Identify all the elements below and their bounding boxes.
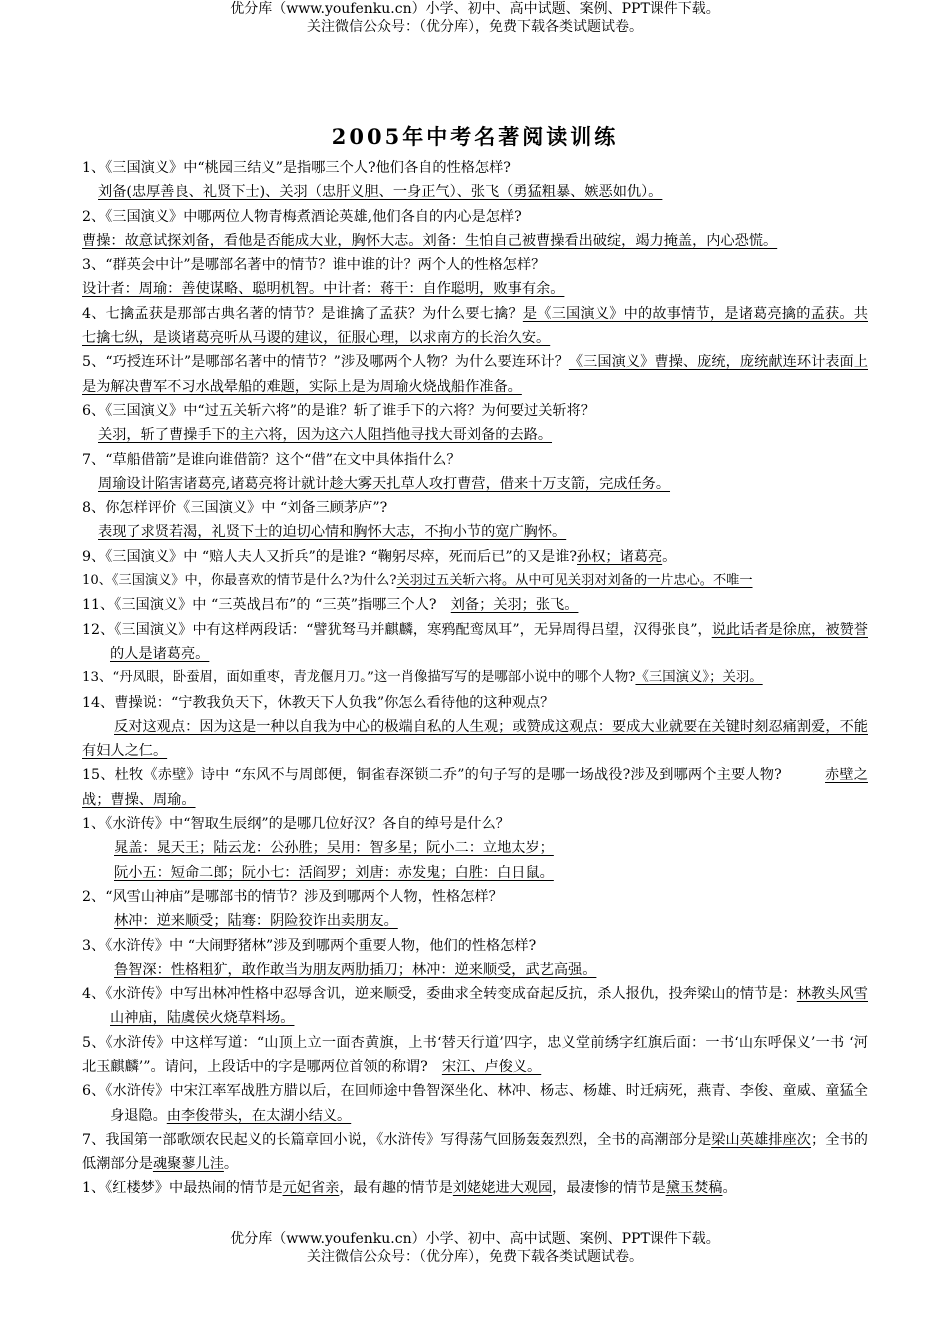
answer: 反对这观点：因为这是一种以自我为中心的极端自私的人生观；或赞成这观点：要成大业就要在关键时刻忍痛割爱，不能有妇人之仁。 bbox=[82, 718, 868, 760]
question: 1、《三国演义》中“桃园三结义”是指哪三个人?他们各自的性格怎样? bbox=[82, 160, 511, 176]
answer: 刘姥姥进大观园 bbox=[452, 1180, 553, 1197]
question: 2、“风雪山神庙”是哪部书的情节？涉及到哪两个人物，性格怎样？ bbox=[82, 888, 503, 905]
header-line-1: 优分库（www.youfenku.cn）小学、初中、高中试题、案例、PPT课件下载。 bbox=[230, 1, 720, 17]
answer: 孙权；诸葛亮 bbox=[577, 548, 663, 565]
question: 1、《红楼梦》中最热闹的情节是元妃省亲，最有趣的情节是刘姥姥进大观园，最凄惨的情节是黛玉焚稿。 bbox=[82, 1180, 737, 1197]
question: 5、“巧授连环计”是哪部名著中的情节？”涉及哪两个人物？为什么要连环计？《三国演义》曹操、庞统，庞统献连环计表面上是为解决曹军不习水战晕船的难题，实际上是为周瑜火烧战船作准备。 bbox=[82, 354, 868, 395]
question: 5、《水浒传》中这样写道：“山顶上立一面杏黄旗，上书‘替天行道’四字，忠义堂前绣字红旗后面：一书‘山东呼保义’一书 ‘河北玉麒麟’”。请问，上段话中的字是哪两位首领的称谓? 宋江、卢俊义。 bbox=[82, 1034, 868, 1075]
answer: 曹操：故意试探刘备，看他是否能成大业，胸怀大志。刘备：生怕自己被曹操看出破绽，竭力掩盖，内心恐慌。 bbox=[82, 232, 778, 249]
answer: 宋江、卢俊义。 bbox=[441, 1058, 542, 1075]
header-line-2: 关注微信公众号：（优分库），免费下载各类试题试卷。 bbox=[307, 19, 643, 35]
question: 3、“群英会中计”是哪部名著中的情节？谁中谁的计？两个人的性格怎样？ bbox=[82, 257, 546, 274]
answer: 阮小五：短命二郎；阮小七：活阎罗；刘唐：赤发鬼；白胜：白日鼠。 bbox=[114, 864, 554, 881]
answer: 关羽过五关斩六将。从中可见关羽对刘备的一片忠心。不唯一 bbox=[396, 573, 753, 589]
question: 4、七擒孟获是那部古典名著的情节？是谁擒了孟获？为什么要七擒？是《三国演义》中的故事情节，是诸葛亮擒的孟获。共七擒七纵，是谈诸葛亮听从马谡的建议，征服心理，以求南方的长治久安。 bbox=[82, 305, 868, 347]
answer: 刘备(忠厚善良、礼贤下士)、关羽（忠肝义胆、一身正气）、张飞（勇猛粗暴、嫉恶如仇）。 bbox=[98, 184, 663, 201]
answer: 元妃省亲 bbox=[282, 1180, 340, 1197]
answer: 鲁智深：性格粗犷，敢作敢当为朋友两肋插刀；林冲：逆来顺受，武艺高强。 bbox=[114, 961, 597, 978]
answer: 说此话者是徐庶，被赞誉的人是诸葛亮。 bbox=[110, 621, 868, 662]
answer: 林教头风雪山神庙，陆虞侯火烧草料场。 bbox=[110, 986, 868, 1027]
answer: 《三国演义》曹操、庞统，庞统献连环计表面上是为解决曹军不习水战晕船的难题，实际上是为周瑜火烧战船作准备。 bbox=[82, 354, 868, 395]
answer: 周瑜设计陷害诸葛亮,诸葛亮将计就计趁大雾天扎草人攻打曹营，借来十万支箭，完成任务。 bbox=[98, 475, 671, 492]
answer: 晁盖：晁天王；陆云龙：公孙胜；吴用：智多星；阮小二：立地太岁； bbox=[114, 840, 554, 857]
question: 14、曹操说：“宁教我负天下，休教天下人负我”你怎么看待他的这种观点？ bbox=[82, 694, 555, 711]
page-header bbox=[0, 0, 950, 36]
footer-line-2: 关注微信公众号：（优分库），免费下载各类试题试卷。 bbox=[307, 1249, 643, 1265]
question: 3、《水浒传》中 “大闹野猪林”涉及到哪两个重要人物，他们的性格怎样? bbox=[82, 937, 537, 954]
answer: 表现了求贤若渴，礼贤下士的迫切心情和胸怀大志，不拘小节的宽广胸怀。 bbox=[98, 524, 567, 541]
question: 8、你怎样评价《三国演义》中 “刘备三顾茅庐”? bbox=[82, 500, 388, 517]
question: 4、《水浒传》中写出林冲性格中忍辱含讥，逆来顺受，委曲求全转变成奋起反抗，杀人报仇，投奔梁山的情节是：林教头风雪山神庙，陆虞侯火烧草料场。 bbox=[82, 986, 868, 1027]
answer: 黛玉焚稿 bbox=[665, 1180, 723, 1197]
question: 2、《三国演义》中哪两位人物青梅煮酒论英雄,他们各自的内心是怎样? bbox=[82, 208, 522, 225]
question: 6、《三国演义》中“过五关斩六将”的是谁？斩了谁手下的六将？为何要过关斩将？ bbox=[82, 402, 595, 419]
answer: 设计者：周瑜：善使谋略、聪明机智。中计者：蒋干：自作聪明，败事有余。 bbox=[82, 281, 565, 298]
question: 10、《三国演义》中，你最喜欢的情节是什么?为什么?关羽过五关斩六将。从中可见关羽对刘备的一片忠心。不唯一 bbox=[82, 573, 753, 589]
answer: 赤壁之战；曹操、周瑜。 bbox=[82, 767, 868, 808]
footer-line-1: 优分库（www.youfenku.cn）小学、初中、高中试题、案例、PPT课件下载。 bbox=[230, 1231, 720, 1247]
page-title: 2005年中考名著阅读训练 bbox=[331, 124, 619, 149]
question: 15、杜牧《赤壁》诗中 “东风不与周郎便，铜雀春深锁二乔”的句子写的是哪一场战役?涉及到哪两个主要人物? 赤壁之战；曹操、周瑜。 bbox=[82, 767, 868, 808]
answer: 林冲：逆来顺受；陆骞：阴险狡诈出卖朋友。 bbox=[114, 913, 398, 930]
document-body bbox=[82, 156, 868, 1201]
answer: 魂聚蓼儿洼 bbox=[152, 1156, 224, 1173]
answer: 是《三国演义》中的故事情节，是诸葛亮擒的孟获。共七擒七纵，是谈诸葛亮听从马谡的建议，征服心理，以求南方的长治久安。 bbox=[82, 305, 868, 347]
question: 6、《水浒传》中宋江率军战胜方腊以后，在回师途中鲁智深坐化、林冲、杨志、杨雄、时迁病死，燕青、李俊、童威、童猛全身退隐。由李俊带头，在太湖小结义。 bbox=[82, 1083, 868, 1124]
question: 9、《三国演义》中 “赔人夫人又折兵”的是谁? “鞠躬尽瘁，死而后已”的又是谁?孙权；诸葛亮。 bbox=[82, 548, 677, 565]
page-footer bbox=[0, 1230, 950, 1266]
answer: 关羽，斩了曹操手下的主六将，因为这六人阻挡他寻找大哥刘备的去路。 bbox=[98, 427, 553, 444]
answer: 由李俊带头，在太湖小结义。 bbox=[166, 1107, 352, 1124]
question: 13、“丹凤眼，卧蚕眉，面如重枣，青龙偃月刀。”这一肖像描写写的是哪部小说中的哪个人物?《三国演义》；关羽。 bbox=[82, 670, 763, 686]
answer: 刘备；关羽；张飞。 bbox=[450, 597, 579, 614]
question: 12、《三国演义》中有这样两段话：“譬犹驽马并麒麟，寒鸦配鸾凤耳”，无异周得吕望，汉得张良”，说此话者是徐庶，被赞誉的人是诸葛亮。 bbox=[82, 621, 868, 662]
question: 1、《水浒传》中“智取生辰纲”的是哪几位好汉？各自的绰号是什么？ bbox=[82, 816, 510, 833]
question: 7、我国第一部歌颂农民起义的长篇章回小说，《水浒传》写得荡气回肠轰轰烈烈，全书的高潮部分是梁山英雄排座次；全书的低潮部分是魂聚蓼儿洼。 bbox=[82, 1131, 868, 1173]
answer: 梁山英雄排座次 bbox=[711, 1131, 812, 1148]
question: 11、《三国演义》中 “三英战吕布”的 “三英”指哪三个人? 刘备；关羽；张飞。 bbox=[82, 597, 579, 614]
answer: 《三国演义》；关羽。 bbox=[635, 670, 763, 686]
question: 7、“草船借箭”是谁向谁借箭？这个“借”在文中具体指什么？ bbox=[82, 451, 461, 468]
